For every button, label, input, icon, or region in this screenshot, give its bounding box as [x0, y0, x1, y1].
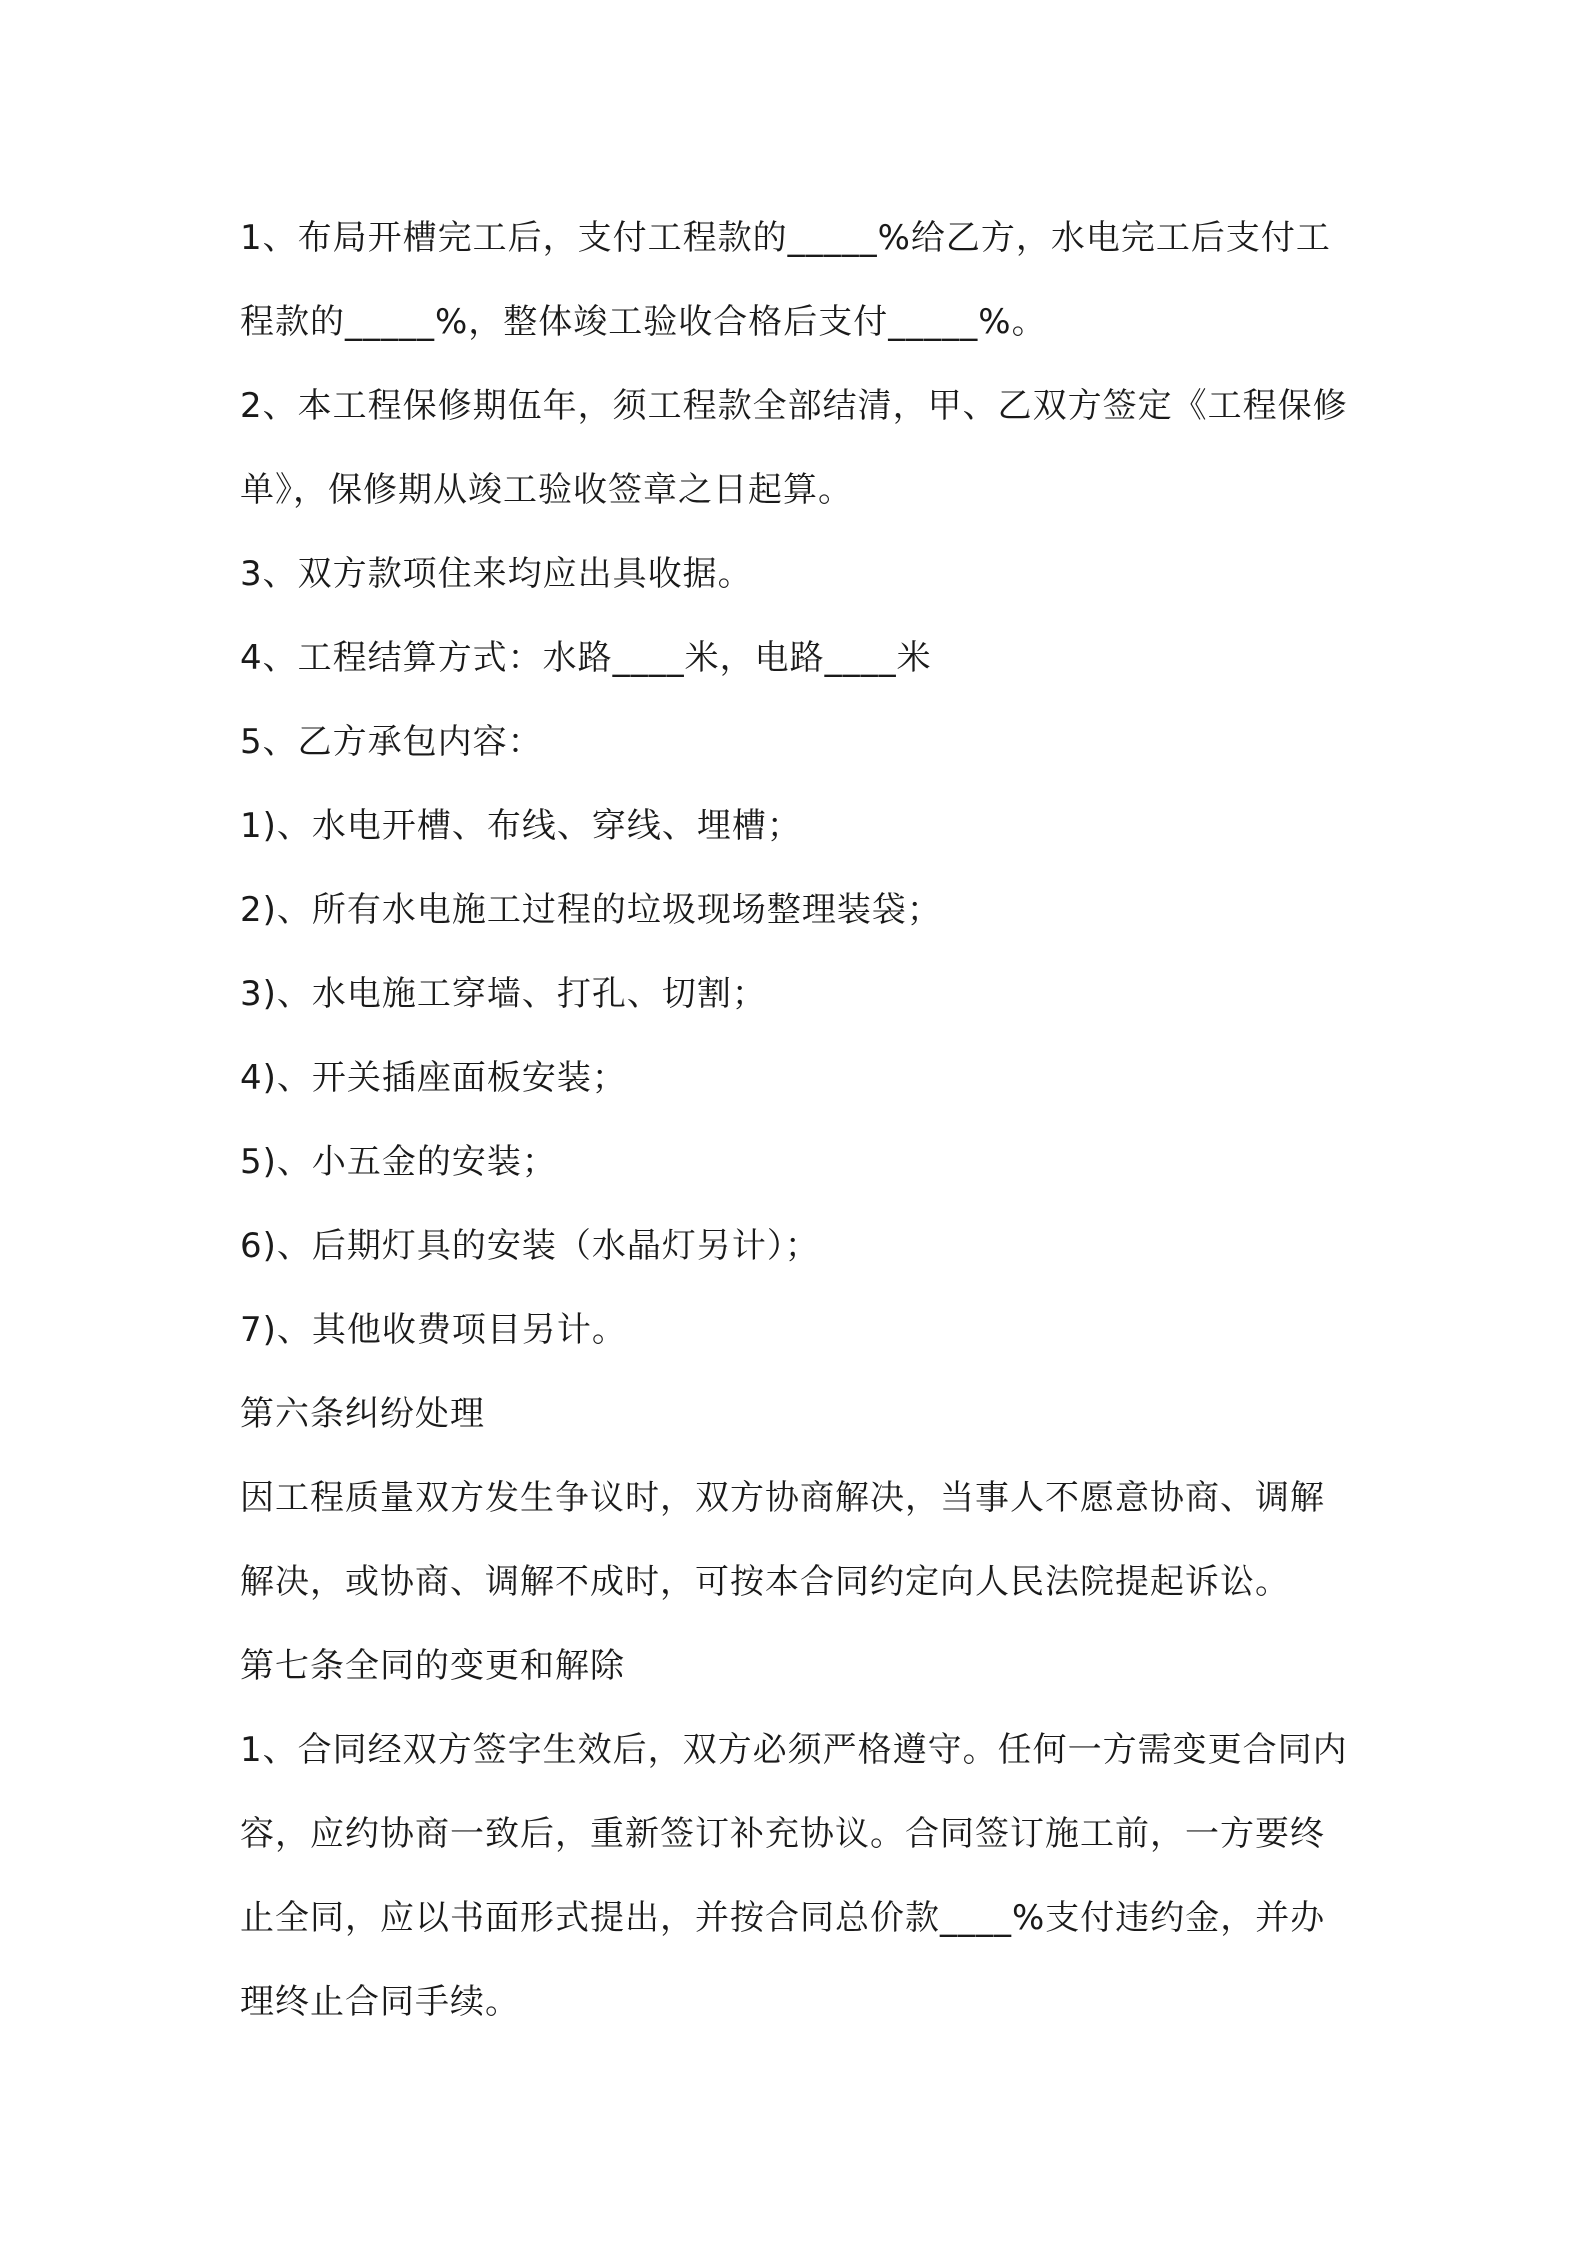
article-six-heading: 第六条纠纷处理	[240, 1394, 485, 1434]
warranty-paragraph: 2、本工程保修期伍年，须工程款全部结清，甲、乙双方签定《工程保修单》，保修期从竣工验收签章之日起算。	[240, 386, 1348, 510]
payment-terms-paragraph: 1、布局开槽完工后，支付工程款的_____%给乙方，水电完工后支付工程款的_____%，整体竣工验收合格后支付_____%。	[240, 218, 1331, 342]
scope-item: 3)、水电施工穿墙、打孔、切割；	[240, 974, 767, 1014]
scope-item: 2)、所有水电施工过程的垃圾现场整理装袋；	[240, 890, 942, 930]
contractor-scope-heading: 5、乙方承包内容：	[240, 722, 543, 762]
dispute-resolution-paragraph: 因工程质量双方发生争议时，双方协商解决，当事人不愿意协商、调解解决，或协商、调解不成时，可按本合同约定向人民法院提起诉讼。	[240, 1478, 1325, 1602]
scope-item: 4)、开关插座面板安装；	[240, 1058, 627, 1098]
settlement-method-paragraph: 4、工程结算方式：水路____米，电路____米	[240, 638, 932, 678]
receipt-paragraph: 3、双方款项住来均应出具收据。	[240, 554, 753, 594]
scope-item: 7)、其他收费项目另计。	[240, 1310, 627, 1350]
scope-item: 1)、水电开槽、布线、穿线、埋槽；	[240, 806, 802, 846]
scope-item: 5)、小五金的安装；	[240, 1142, 557, 1182]
article-seven-heading: 第七条全同的变更和解除	[240, 1646, 625, 1686]
document-body	[240, 196, 1350, 2044]
scope-item: 6)、后期灯具的安装（水晶灯另计）；	[240, 1226, 820, 1266]
contract-change-paragraph: 1、合同经双方签字生效后，双方必须严格遵守。任何一方需变更合同内容，应约协商一致后，重新签订补充协议。合同签订施工前，一方要终止全同，应以书面形式提出，并按合同总价款____%支付违约金，并办理终止合同手续。	[240, 1730, 1348, 2022]
